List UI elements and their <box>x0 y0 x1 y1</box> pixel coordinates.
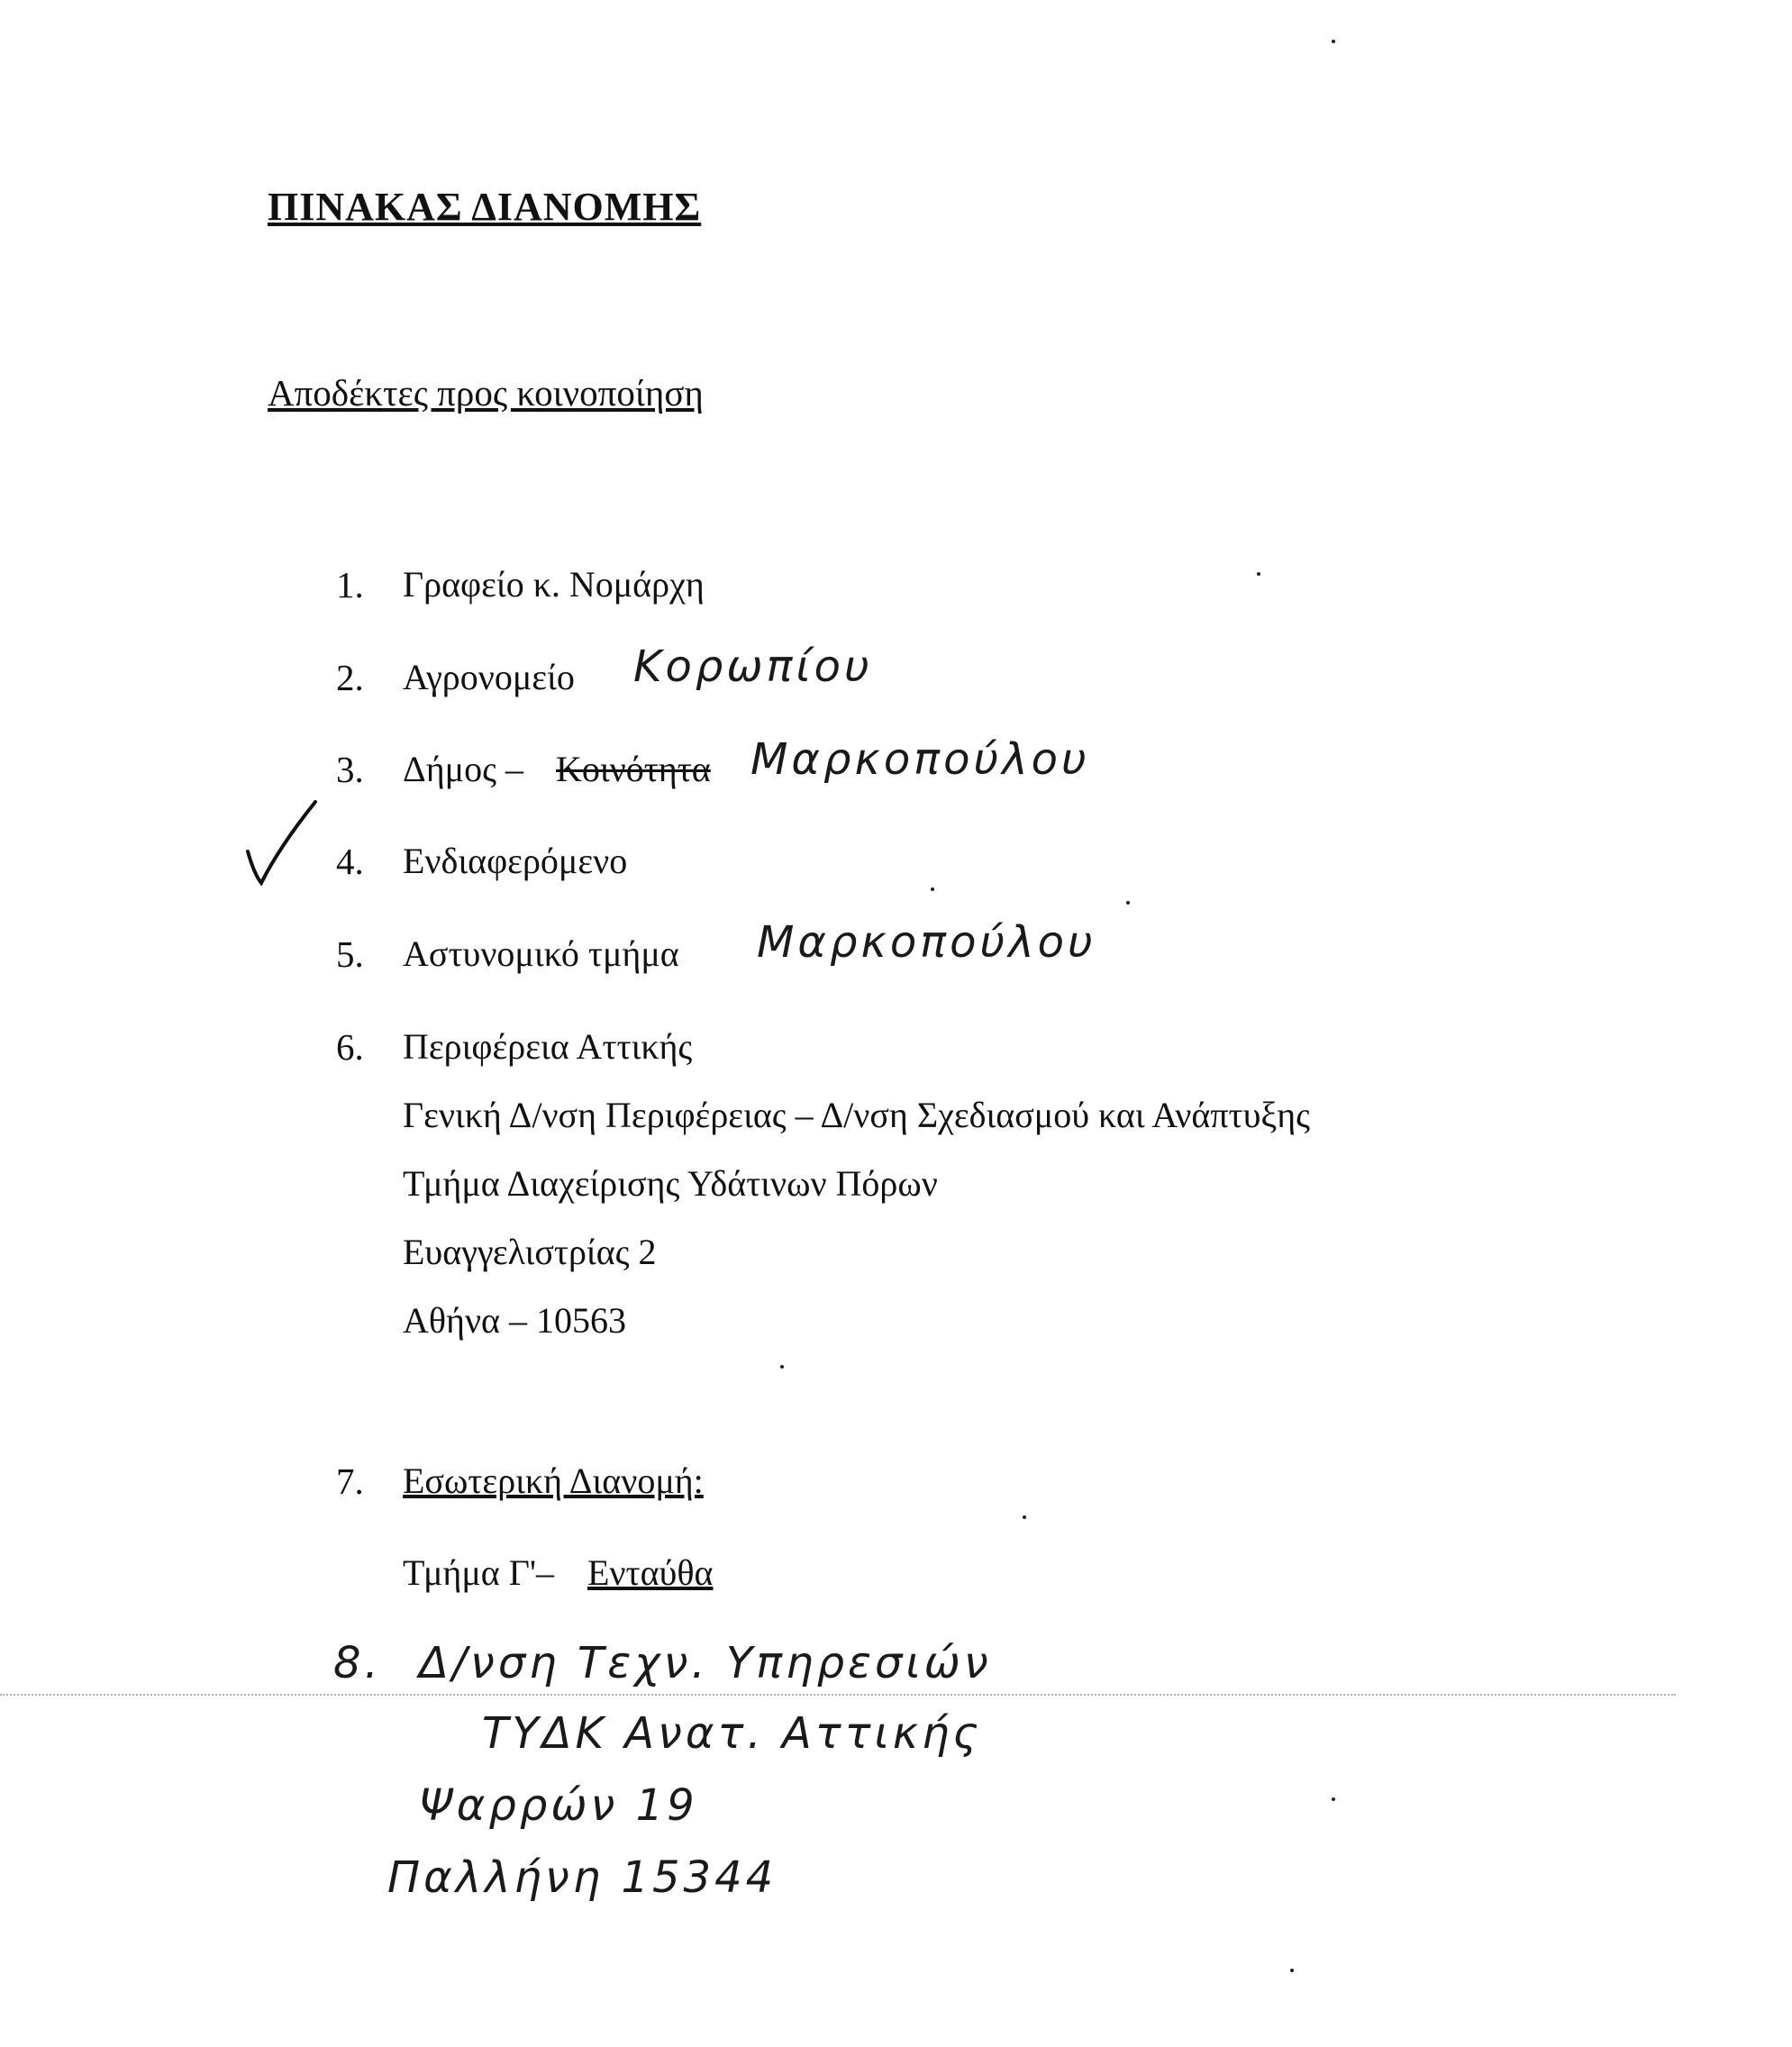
scan-speck <box>1332 40 1335 43</box>
item-8-hand-line-1: ΤΥΔΚ Ανατ. Αττικής <box>482 1708 982 1759</box>
checkmark-icon <box>243 797 320 892</box>
item-6-line-4: Αθήνα – 10563 <box>403 1300 627 1341</box>
item-8-hand-line-2: Ψαρρών 19 <box>419 1780 698 1831</box>
item-5-number: 5. <box>336 933 364 975</box>
item-6-line-3: Ευαγγελιστρίας 2 <box>403 1232 657 1272</box>
item-5-text: Αστυνομικό τμήμα <box>403 933 679 974</box>
item-4-text: Ενδιαφερόμενο <box>403 841 628 881</box>
item-1-number: 1. <box>336 564 364 605</box>
item-6-number: 6. <box>336 1026 364 1068</box>
scan-speck <box>1290 1969 1294 1972</box>
item-7-line: Τμήμα Γ'– <box>403 1552 555 1593</box>
scan-speck <box>1126 901 1130 905</box>
item-1-text: Γραφείο κ. Νομάρχη <box>403 564 705 605</box>
document-title: ΠΙΝΑΚΑΣ ΔΙΑΝΟΜΗΣ <box>268 185 702 229</box>
item-7-text: Εσωτερική Διανομή: <box>403 1460 704 1501</box>
item-4-number: 4. <box>336 841 364 882</box>
item-3-text: Δήμος – <box>403 749 523 789</box>
item-6-line-2: Τμήμα Διαχείρισης Υδάτινων Πόρων <box>403 1163 938 1204</box>
dotted-divider <box>0 1694 1676 1696</box>
item-3-struck-text: Κοινότητα <box>556 749 711 789</box>
scan-speck <box>780 1365 784 1369</box>
scan-speck <box>931 887 934 891</box>
item-3-handwritten: Μαρκοπούλου <box>750 734 1090 785</box>
item-7-line-underlined: Ενταύθα <box>587 1552 714 1593</box>
scan-speck <box>1023 1515 1026 1519</box>
item-8-hand-line-3: Παλλήνη 15344 <box>387 1852 778 1903</box>
item-8-handwritten: Δ/νση Τεχν. Υπηρεσιών <box>419 1638 992 1688</box>
item-3-number: 3. <box>336 749 364 790</box>
item-2-number: 2. <box>336 657 364 698</box>
item-7-number: 7. <box>336 1460 364 1502</box>
item-8-number: 8. <box>333 1638 382 1688</box>
item-6-text: Περιφέρεια Αττικής <box>403 1026 693 1067</box>
scan-speck <box>1257 572 1260 576</box>
item-5-handwritten: Μαρκοπούλου <box>757 917 1096 968</box>
document-subtitle: Αποδέκτες προς κοινοποίηση <box>268 372 704 414</box>
item-2-handwritten: Κορωπίου <box>633 641 873 692</box>
item-2-text: Αγρονομείο <box>403 657 575 697</box>
scan-speck <box>1332 1797 1335 1801</box>
item-6-line-1: Γενική Δ/νση Περιφέρειας – Δ/νση Σχεδιασμού και Ανάπτυξης <box>403 1095 1310 1135</box>
